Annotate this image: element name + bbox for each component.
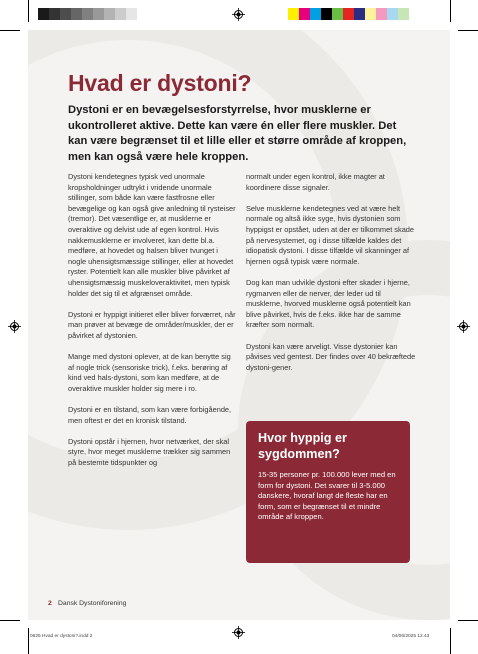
registration-mark-icon bbox=[232, 8, 245, 21]
crop-mark-icon bbox=[450, 628, 451, 654]
crop-mark-icon bbox=[458, 30, 478, 31]
left-text-column bbox=[68, 172, 238, 479]
fact-box bbox=[246, 421, 410, 563]
right-text-column bbox=[246, 172, 416, 384]
body-paragraph: Dystoni opstår i hjernen, hvor netværket, der skal styre, hvor meget musklerne trækker sig sammen på bestemte tidspunkter og bbox=[68, 436, 231, 468]
page-title: Hvad er dystoni? bbox=[68, 70, 252, 96]
registration-mark-icon bbox=[232, 626, 245, 639]
cmyk-color-bar bbox=[288, 8, 409, 20]
footer-organization: Dansk Dystoniforening bbox=[58, 600, 127, 607]
gray-color-bar bbox=[38, 8, 137, 20]
fact-box-text: 15-35 personer pr. 100.000 lever med en form for dystoni. Det svarer til 3-5.000 danskere, hvoraf langt de fleste har en form, som er begrænset til et mindre område af kroppen. bbox=[258, 470, 396, 522]
body-paragraph: Dystoni er en tilstand, som kan være forbigående, men oftest er det en kronisk tilstand. bbox=[68, 405, 232, 425]
crop-mark-icon bbox=[28, 628, 29, 654]
body-paragraph: normalt under egen kontrol, ikke magter at koordinere disse signaler. bbox=[246, 172, 385, 192]
body-paragraph: Selve musklerne kendetegnes ved at være helt normale og altså ikke syge, hvis dystonien som hyppigst er opstået, uden at der er tilkommet skade på nervesystemet, og i disse tilfælde kaldes det idiopatisk dystoni. I disse tilfælde vil skanninger af hjernen også typisk være normale. bbox=[246, 203, 415, 266]
fact-box-title: Hvor hyppig er sygdommen? bbox=[258, 431, 347, 461]
body-paragraph: Dystoni er hyppigt initieret eller bliver forværret, når man prøver at bevæge de områder/muskler, der er påvirket af dystonien. bbox=[68, 309, 236, 340]
body-paragraph: Dystoni kendetegnes typisk ved unormale kropsholdninger udtrykt i vridende unormale stillinger, som både kan være fastfrosne eller bevægelige og kan også give anledning til rysteiser (tremor). Det væsentlige er, at musklerne er overaktive og delvist ude af egen kontrol. Hvis nakkemusklerne er involveret, kan dette bl.a. medføre, at hovedet og halsen bliver tvunget i nogle uhensigtsmæssige stillinger, eller at hovedet ryster. Potentielt kan alle muskler blive påvirket af uhensigtsmæssig muskeloveraktivitet, men typisk holder det sig til et afgrænset område. bbox=[68, 172, 236, 298]
print-slug-file: 0625 Hvad er dystoni?.indd 2 bbox=[30, 634, 93, 639]
page-number: 2 bbox=[48, 600, 52, 607]
crop-mark-icon bbox=[0, 620, 20, 621]
print-slug-timestamp: 04/06/2025 12.43 bbox=[392, 634, 430, 639]
crop-mark-icon bbox=[450, 0, 451, 22]
crop-mark-icon bbox=[28, 0, 29, 22]
crop-mark-icon bbox=[0, 30, 20, 31]
body-paragraph: Dog kan man udvikle dystoni efter skader i hjerne, rygmarven eller de nerver, der leder ud til musklerne, hvorved musklerne også potentielt kan blive påvirket, hvis de f.eks. ikke har de samme kræfter som normalt. bbox=[246, 277, 411, 330]
body-paragraph: Dystoni kan være arveligt. Visse dystonier kan påvises ved gentest. Der findes over 40 bekræftede dystoni-gener. bbox=[246, 341, 416, 372]
registration-mark-icon bbox=[8, 320, 21, 333]
registration-mark-icon bbox=[457, 320, 470, 333]
body-paragraph: Mange med dystoni oplever, at de kan benytte sig af nogle trick (sensoriske trick), f.eks. berøring af kind ved hals-dystoni, som kan medføre, at de overaktive muskler holder sig mere i ro. bbox=[68, 352, 231, 393]
lead-paragraph: Dystoni er en bevægelsesforstyrrelse, hvor musklerne er ukontrolleret aktive. Dette kan være én eller flere muskler. Det kan være begrænset til et lille eller et større område af kroppen, men kan også være hele kroppen. bbox=[68, 104, 407, 163]
crop-mark-icon bbox=[458, 620, 478, 621]
